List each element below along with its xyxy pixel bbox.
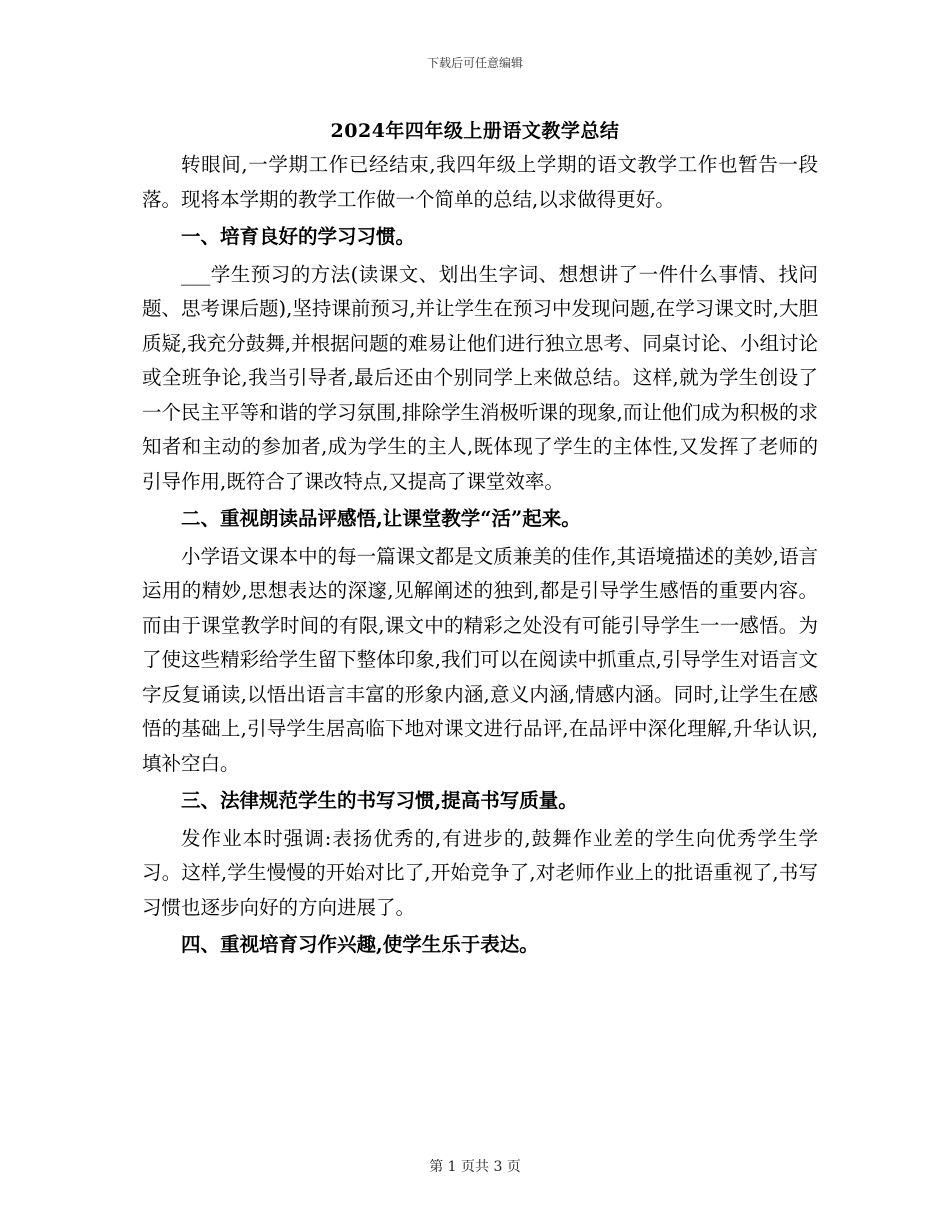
- section-4-heading: 四、重视培育习作兴趣,使学生乐于表达。: [181, 933, 539, 956]
- document-body: [142, 148, 818, 966]
- document-title: 2024年四年级上册语文教学总结: [330, 120, 620, 142]
- page-header-note: 下载后可任意编辑: [426, 56, 523, 70]
- section-1-body: ___学生预习的方法(读课文、划出生字词、想想讲了一件什么事情、找问题、思考课后题),坚持课前预习,并让学生在预习中发现问题,在学习课文时,大胆质疑,我充分鼓舞,并根据问题的难易让他们进行独立思考、同桌讨论、小组讨论或全班争论,我当引导者,最后还由个别同学上来做总结。这样,就为学生创设了一个民主平等和谐的学习氛围,排除学生消极听课的现象,而让他们成为积极的求知者和主动的参加者,成为学生的主人,既体现了学生的主体性,又发挥了老师的引导作用,既符合了课改特点,又提高了课堂效率。: [142, 262, 818, 493]
- section-3-heading: 三、法律规范学生的书写习惯,提高书写质量。: [181, 789, 578, 812]
- section-1-heading: 一、培育良好的学习习惯。: [181, 225, 416, 248]
- section-2-body: 小学语文课本中的每一篇课文都是文质兼美的佳作,其语境描述的美妙,语言运用的精妙,思想表达的深邃,见解阐述的独到,都是引导学生感悟的重要内容。而由于课堂教学时间的有限,课文中的精彩之处没有可能引导学生一一感悟。为了使这些精彩给学生留下整体印象,我们可以在阅读中抓重点,引导学生对语言文字反复诵读,以悟出语言丰富的形象内涵,意义内涵,情感内涵。同时,让学生在感悟的基础上,引导学生居高临下地对课文进行品评,在品评中深化理解,升华认识,填补空白。: [142, 544, 818, 775]
- intro-paragraph: 转眼间,一学期工作已经结束,我四年级上学期的语文教学工作也暂告一段落。现将本学期的教学工作做一个简单的总结,以求做得更好。: [142, 153, 818, 211]
- section-3-body: 发作业本时强调:表扬优秀的,有进步的,鼓舞作业差的学生向优秀学生学习。这样,学生慢慢的开始对比了,开始竞争了,对老师作业上的批语重视了,书写习惯也逐步向好的方向进展了。: [142, 826, 818, 919]
- page-number-footer: 第 1 页共 3 页: [429, 1159, 521, 1175]
- section-2-heading: 二、重视朗读品评感悟,让课堂教学“活”起来。: [181, 507, 581, 530]
